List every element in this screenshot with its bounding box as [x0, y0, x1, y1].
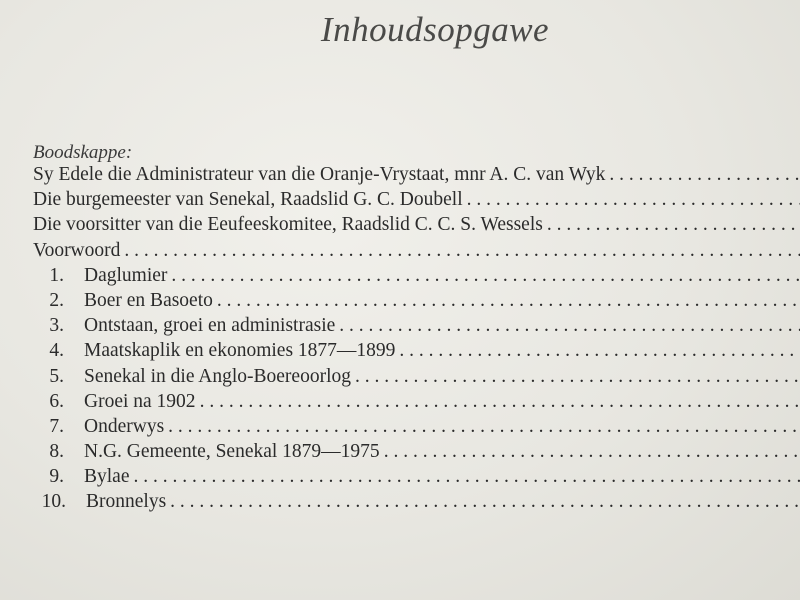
chapter-number: 6. — [49, 390, 64, 412]
chapter-entry — [33, 265, 800, 290]
chapter-entry — [33, 366, 800, 391]
dot-leader — [168, 416, 800, 438]
dot-leader — [547, 214, 800, 236]
dot-leader — [200, 391, 800, 413]
dot-leader — [124, 240, 800, 262]
chapter-number: 4. — [49, 340, 64, 362]
chapter-entry — [33, 491, 800, 516]
page-title: Inhoudsopgawe — [320, 10, 550, 49]
section-label: Boodskappe: — [33, 142, 133, 163]
chapter-entry — [33, 315, 800, 340]
dot-leader — [609, 164, 800, 186]
chapter-title: Bylae — [84, 466, 130, 488]
chapter-title: Boer en Basoeto — [84, 289, 213, 311]
chapter-title: N.G. Gemeente, Senekal 1879—1975 — [84, 441, 380, 463]
chapter-number: 9. — [49, 466, 64, 488]
dot-leader — [384, 441, 800, 463]
chapter-entry — [33, 290, 800, 315]
dot-leader — [217, 290, 800, 312]
chapter-entry — [33, 416, 800, 441]
chapter-title: Daglumier — [84, 264, 168, 286]
chapter-number: 3. — [49, 315, 64, 337]
chapter-entry — [33, 441, 800, 466]
dot-leader — [171, 265, 800, 287]
table-of-contents — [33, 164, 800, 517]
toc-entry — [33, 189, 800, 214]
chapter-title: Senekal in die Anglo-Boereoorlog — [84, 365, 351, 387]
chapter-entry — [33, 340, 800, 365]
chapter-number: 1. — [49, 264, 64, 286]
chapter-title: Onderwys — [84, 415, 165, 437]
toc-entry — [33, 164, 800, 189]
dot-leader — [399, 340, 800, 362]
toc-entry-title: Die burgemeester van Senekal, Raadslid G. C. Doubell — [33, 189, 463, 211]
dot-leader — [467, 189, 800, 211]
chapter-entry — [33, 466, 800, 491]
chapter-title: Bronnelys — [86, 491, 167, 513]
chapter-number: 8. — [49, 441, 64, 463]
chapter-entry — [33, 391, 800, 416]
chapter-number: 10. — [41, 491, 66, 513]
dot-leader — [170, 491, 800, 513]
dot-leader — [133, 466, 800, 488]
toc-entry-title: Die voorsitter van die Eeufeeskomitee, Raadslid C. C. S. Wessels — [33, 214, 543, 236]
toc-entry-title: Voorwoord — [33, 239, 121, 261]
chapter-title: Ontstaan, groei en administrasie — [84, 315, 336, 337]
chapter-title: Groei na 1902 — [84, 390, 196, 412]
toc-entry — [33, 240, 800, 265]
chapter-number: 2. — [49, 289, 64, 311]
dot-leader — [339, 315, 800, 337]
toc-entry — [33, 214, 800, 239]
dot-leader — [355, 366, 800, 388]
chapter-title: Maatskaplik en ekonomies 1877—1899 — [84, 340, 396, 362]
toc-entry-title: Sy Edele die Administrateur van die Oranje-Vrystaat, mnr A. C. van Wyk — [33, 164, 606, 185]
chapter-number: 5. — [49, 365, 64, 387]
chapter-number: 7. — [49, 415, 64, 437]
